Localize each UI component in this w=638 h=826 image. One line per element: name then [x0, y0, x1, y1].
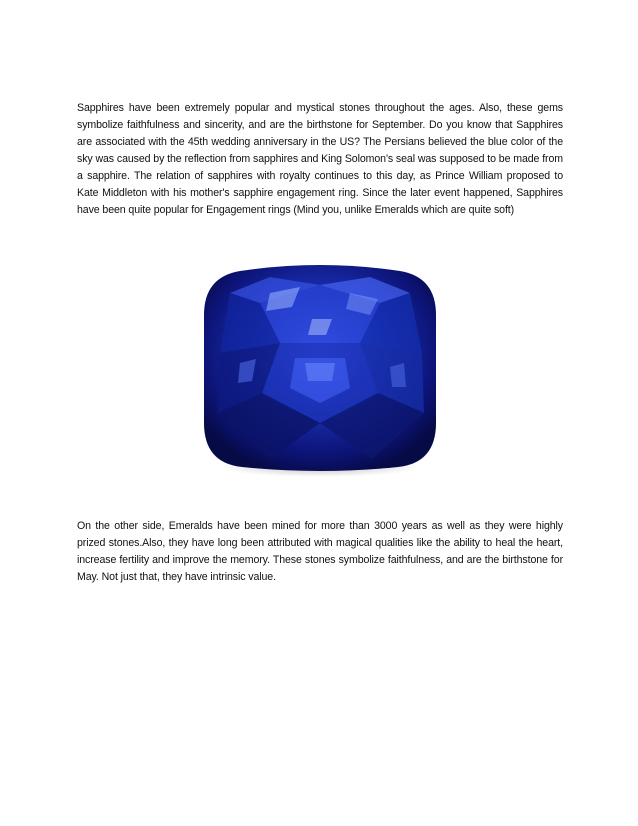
sapphire-gemstone-icon [200, 263, 440, 481]
paragraph-sapphires: Sapphires have been extremely popular and mystical stones throughout the ages. Also, these gems symbolize faithfulness and sincerity, and are the birthstone for September. Do you know that Sapphires are associated with the 45th wedding anniversary in the US? The Persians believed the blue color of the sky was caused by the reflection from sapphires and King Solomon's seal was supposed to be made from a sapphire. The relation of sapphires with royalty continues to this day, as Prince William proposed to Kate Middleton with his mother's sapphire engagement ring. Since the later event happened, Sapphires have been quite popular for Engagement rings (Mind you, unlike Emeralds which are quite soft) [77, 102, 563, 216]
sapphire-image [200, 263, 440, 481]
paragraph-emeralds: On the other side, Emeralds have been mined for more than 3000 years as well as they were highly prized stones.Also, they have long been attributed with magical qualities like the ability to heal the heart, increase fertility and improve the memory. These stones symbolize faithfulness, and are the birthstone for May. Not just that, they have intrinsic value. [77, 520, 563, 583]
